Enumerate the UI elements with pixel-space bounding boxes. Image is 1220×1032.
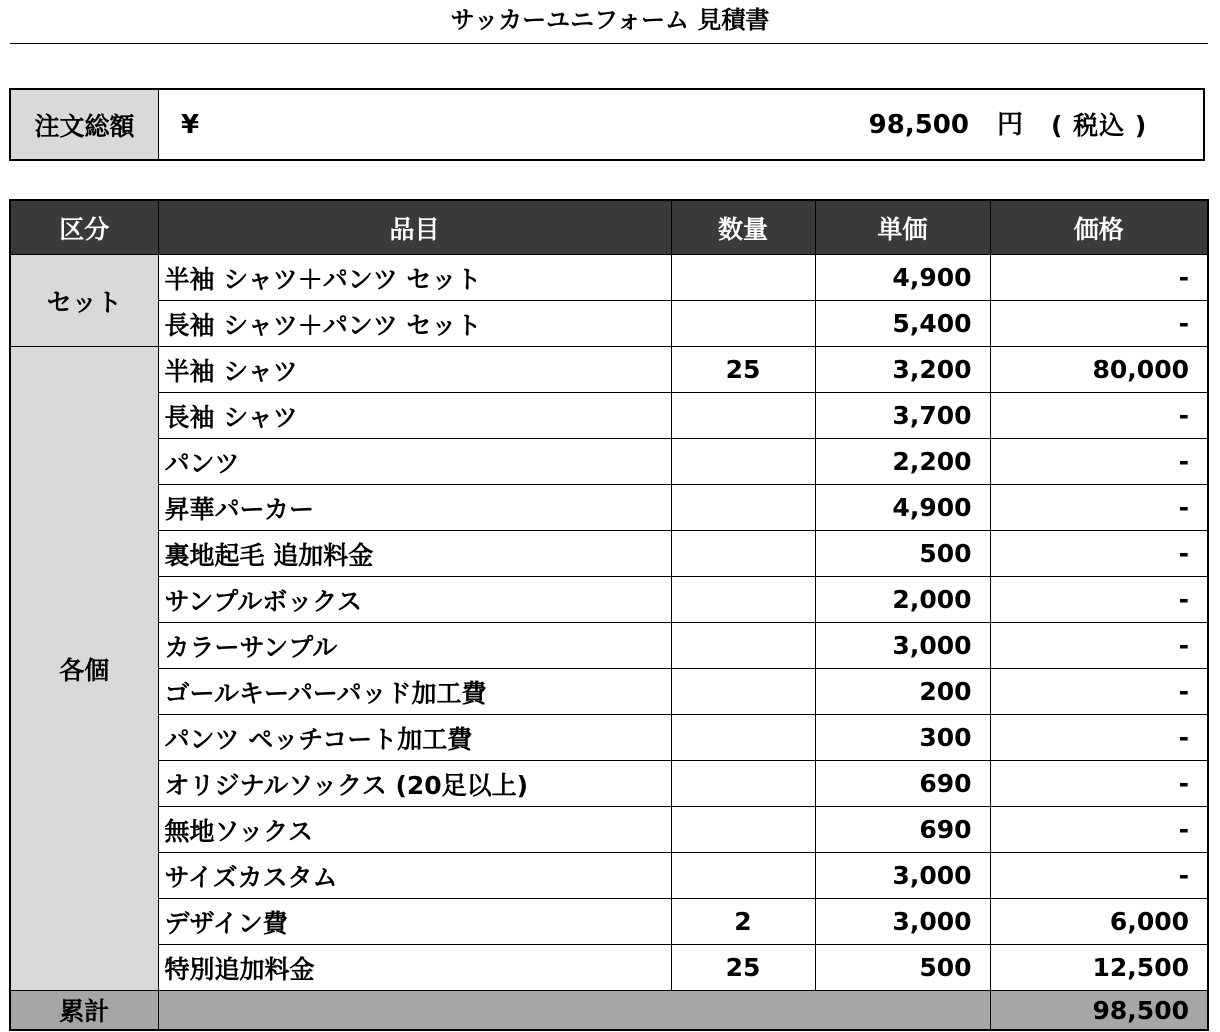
currency-symbol: ¥ [181, 110, 200, 140]
header-price: 価格 [990, 200, 1208, 255]
item-cell: 特別追加料金 [158, 945, 671, 991]
price-cell: - [990, 301, 1208, 347]
total-value: 98,500 [990, 991, 1208, 1031]
item-cell: 半袖 シャツ＋パンツ セット [158, 255, 671, 301]
quantity-cell [671, 577, 815, 623]
price-cell: - [990, 531, 1208, 577]
quantity-cell: 25 [671, 945, 815, 991]
quantity-cell [671, 715, 815, 761]
table-row [10, 301, 1208, 347]
table-row [10, 899, 1208, 945]
header-category: 区分 [10, 200, 158, 255]
item-cell: 長袖 シャツ [158, 393, 671, 439]
quantity-cell [671, 807, 815, 853]
price-cell: - [990, 577, 1208, 623]
item-cell: パンツ [158, 439, 671, 485]
category-cell: 各個 [10, 347, 158, 991]
order-total-box [9, 88, 1205, 161]
table-row [10, 485, 1208, 531]
unit-price-cell: 200 [815, 669, 990, 715]
price-cell: - [990, 853, 1208, 899]
quantity-cell [671, 853, 815, 899]
item-cell: デザイン費 [158, 899, 671, 945]
order-total-label: 注文総額 [11, 90, 159, 159]
quantity-cell [671, 761, 815, 807]
title-divider [10, 43, 1208, 44]
item-cell: オリジナルソックス (20足以上) [158, 761, 671, 807]
total-label: 累計 [10, 991, 158, 1031]
unit-price-cell: 3,700 [815, 393, 990, 439]
unit-price-cell: 690 [815, 761, 990, 807]
quantity-cell [671, 255, 815, 301]
table-row [10, 439, 1208, 485]
price-cell: - [990, 761, 1208, 807]
currency-unit: 円 [997, 110, 1024, 140]
price-cell: - [990, 669, 1208, 715]
price-cell: - [990, 715, 1208, 761]
table-row [10, 531, 1208, 577]
price-cell: - [990, 255, 1208, 301]
table-header-row [10, 200, 1208, 255]
document-title: サッカーユニフォーム 見積書 [450, 6, 770, 34]
quantity-cell [671, 393, 815, 439]
price-cell: - [990, 485, 1208, 531]
header-unit-price: 単価 [815, 200, 990, 255]
table-row [10, 347, 1208, 393]
table-row [10, 577, 1208, 623]
unit-price-cell: 500 [815, 531, 990, 577]
quantity-cell [671, 531, 815, 577]
category-cell: セット [10, 255, 158, 347]
item-cell: カラーサンプル [158, 623, 671, 669]
tax-note: ( 税込 ) [1051, 111, 1148, 140]
price-cell: - [990, 439, 1208, 485]
item-cell: 長袖 シャツ＋パンツ セット [158, 301, 671, 347]
table-row [10, 393, 1208, 439]
table-row [10, 623, 1208, 669]
table-row [10, 715, 1208, 761]
item-cell: サンプルボックス [158, 577, 671, 623]
price-cell: - [990, 623, 1208, 669]
item-cell: ゴールキーパーパッド加工費 [158, 669, 671, 715]
table-row [10, 669, 1208, 715]
quantity-cell [671, 623, 815, 669]
item-cell: パンツ ペッチコート加工費 [158, 715, 671, 761]
table-row [10, 807, 1208, 853]
unit-price-cell: 690 [815, 807, 990, 853]
total-row [10, 991, 1208, 1031]
unit-price-cell: 5,400 [815, 301, 990, 347]
total-spacer [158, 991, 990, 1031]
price-cell: - [990, 807, 1208, 853]
quantity-cell [671, 485, 815, 531]
quantity-cell: 25 [671, 347, 815, 393]
item-cell: 半袖 シャツ [158, 347, 671, 393]
item-cell: サイズカスタム [158, 853, 671, 899]
price-cell: 12,500 [990, 945, 1208, 991]
unit-price-cell: 2,200 [815, 439, 990, 485]
unit-price-cell: 3,000 [815, 899, 990, 945]
header-quantity: 数量 [671, 200, 815, 255]
price-cell: - [990, 393, 1208, 439]
quantity-cell [671, 669, 815, 715]
header-item: 品目 [158, 200, 671, 255]
table-row [10, 255, 1208, 301]
order-total-amount: 98,500 [868, 110, 969, 140]
unit-price-cell: 3,000 [815, 623, 990, 669]
unit-price-cell: 4,900 [815, 255, 990, 301]
price-cell: 6,000 [990, 899, 1208, 945]
unit-price-cell: 2,000 [815, 577, 990, 623]
table-row [10, 853, 1208, 899]
estimate-table [9, 199, 1209, 1031]
quantity-cell: 2 [671, 899, 815, 945]
price-cell: 80,000 [990, 347, 1208, 393]
unit-price-cell: 4,900 [815, 485, 990, 531]
table-row [10, 761, 1208, 807]
unit-price-cell: 3,000 [815, 853, 990, 899]
quantity-cell [671, 301, 815, 347]
unit-price-cell: 300 [815, 715, 990, 761]
item-cell: 無地ソックス [158, 807, 671, 853]
quantity-cell [671, 439, 815, 485]
item-cell: 昇華パーカー [158, 485, 671, 531]
unit-price-cell: 500 [815, 945, 990, 991]
table-row [10, 945, 1208, 991]
unit-price-cell: 3,200 [815, 347, 990, 393]
table-body [10, 255, 1208, 991]
item-cell: 裏地起毛 追加料金 [158, 531, 671, 577]
